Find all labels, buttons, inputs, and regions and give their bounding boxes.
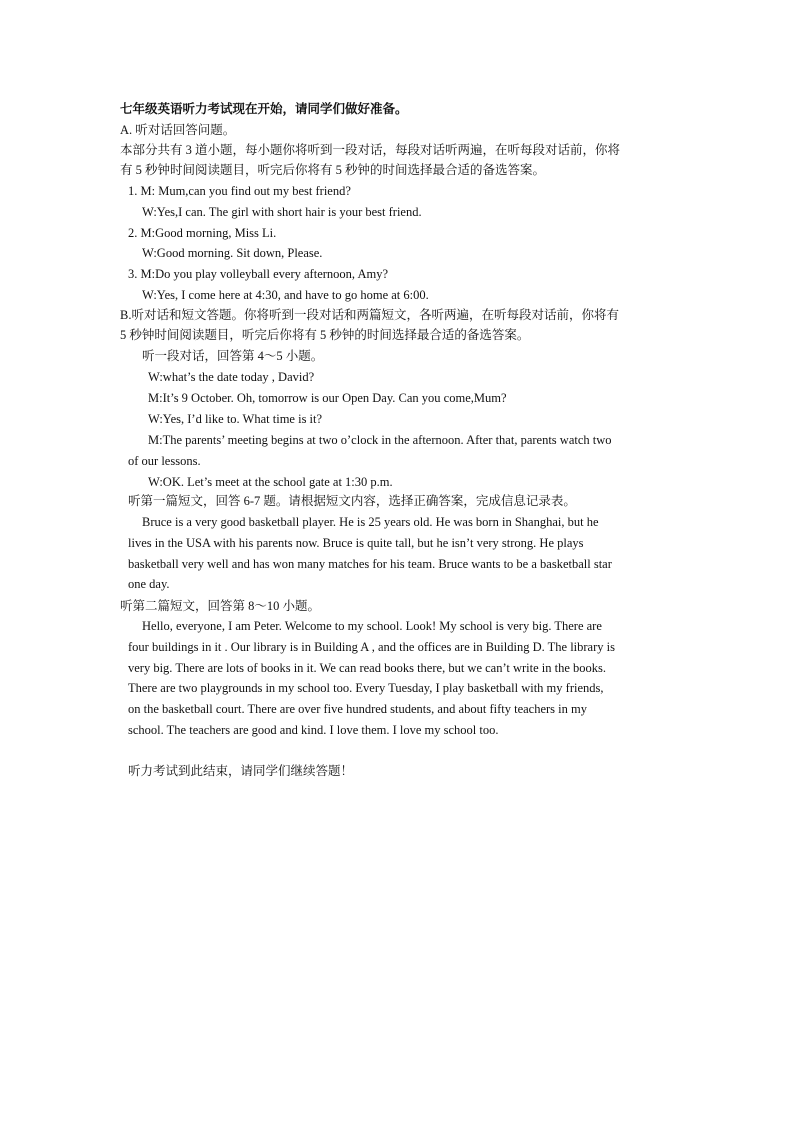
dialogue-line: M:It’s 9 October. Oh, tomorrow is our Open Day. Can you come,Mum? <box>148 391 507 405</box>
section-a-instructions-line: 本部分共有 3 道小题，每小题你将听到一段对话，每段对话听两遍，在听每段对话前，你将 <box>120 143 621 157</box>
answer-1: W:Yes,I can. The girl with short hair is your best friend. <box>142 205 422 219</box>
passage-line: four buildings in it . Our library is in Building A , and the offices are in Building D. The library is <box>128 639 615 654</box>
section-a-instructions-line: 有 5 秒钟时间阅读题目，听完后你将有 5 秒钟的时间选择最合适的备选答案。 <box>120 163 546 177</box>
answer-3: W:Yes, I come here at 4:30, and have to go home at 6:00. <box>142 288 429 302</box>
question-3: 3. M:Do you play volleyball every afternoon, Amy? <box>128 267 389 281</box>
passage-line: There are two playgrounds in my school too. Every Tuesday, I play basketball with my friends, <box>128 681 604 696</box>
passage-1 <box>128 512 612 595</box>
section-a-heading: A. 听对话回答问题。 <box>120 123 236 137</box>
passage-2 <box>128 616 615 741</box>
section-b-heading: 5 秒钟时间阅读题目，听完后你将有 5 秒钟的时间选择最合适的备选答案。 <box>120 328 530 342</box>
dialogue-line: of our lessons. <box>128 454 201 468</box>
passage-line: one day. <box>128 577 170 592</box>
section-b-heading: B.听对话和短文答题。你将听到一段对话和两篇短文，各听两遍，在听每段对话前，你将有 <box>120 308 619 322</box>
dialogue-intro: 听一段对话，回答第 4～5 小题。 <box>142 349 324 363</box>
page-title: 七年级英语听力考试现在开始，请同学们做好准备。 <box>120 102 408 116</box>
question-1: 1. M: Mum,can you find out my best friend? <box>128 184 351 198</box>
passage-2-intro: 听第二篇短文，回答第 8～10 小题。 <box>120 599 321 613</box>
answer-2: W:Good morning. Sit down, Please. <box>142 246 323 260</box>
passage-line: on the basketball court. There are over five hundred students, and about fifty teachers in my <box>128 702 587 717</box>
passage-line: lives in the USA with his parents now. Bruce is quite tall, but he isn’t very strong. He plays <box>128 535 584 550</box>
dialogue-line: W:Yes, I’d like to. What time is it? <box>148 412 323 426</box>
passage-line: Hello, everyone, I am Peter. Welcome to my school. Look! My school is very big. There are <box>142 619 602 633</box>
dialogue-line: W:what’s the date today , David? <box>148 370 315 384</box>
passage-line: Bruce is a very good basketball player. He is 25 years old. He was born in Shanghai, but he <box>142 515 599 529</box>
passage-line: very big. There are lots of books in it. We can read books there, but we can’t write in the books. <box>128 660 607 675</box>
passage-line: school. The teachers are good and kind. I love them. I love my school too. <box>128 722 499 737</box>
closing-note: 听力考试到此结束，请同学们继续答题！ <box>128 764 354 778</box>
dialogue-line: M:The parents’ meeting begins at two o’clock in the afternoon. After that, parents watch two <box>148 433 612 447</box>
passage-line: basketball very well and has won many matches for his team. Bruce wants to be a basketball star <box>128 556 612 571</box>
dialogue-line: W:OK. Let’s meet at the school gate at 1:30 p.m. <box>148 475 393 489</box>
passage-1-intro: 听第一篇短文，回答 6-7 题。请根据短文内容，选择正确答案，完成信息记录表。 <box>128 494 576 508</box>
question-2: 2. M:Good morning, Miss Li. <box>128 226 277 240</box>
